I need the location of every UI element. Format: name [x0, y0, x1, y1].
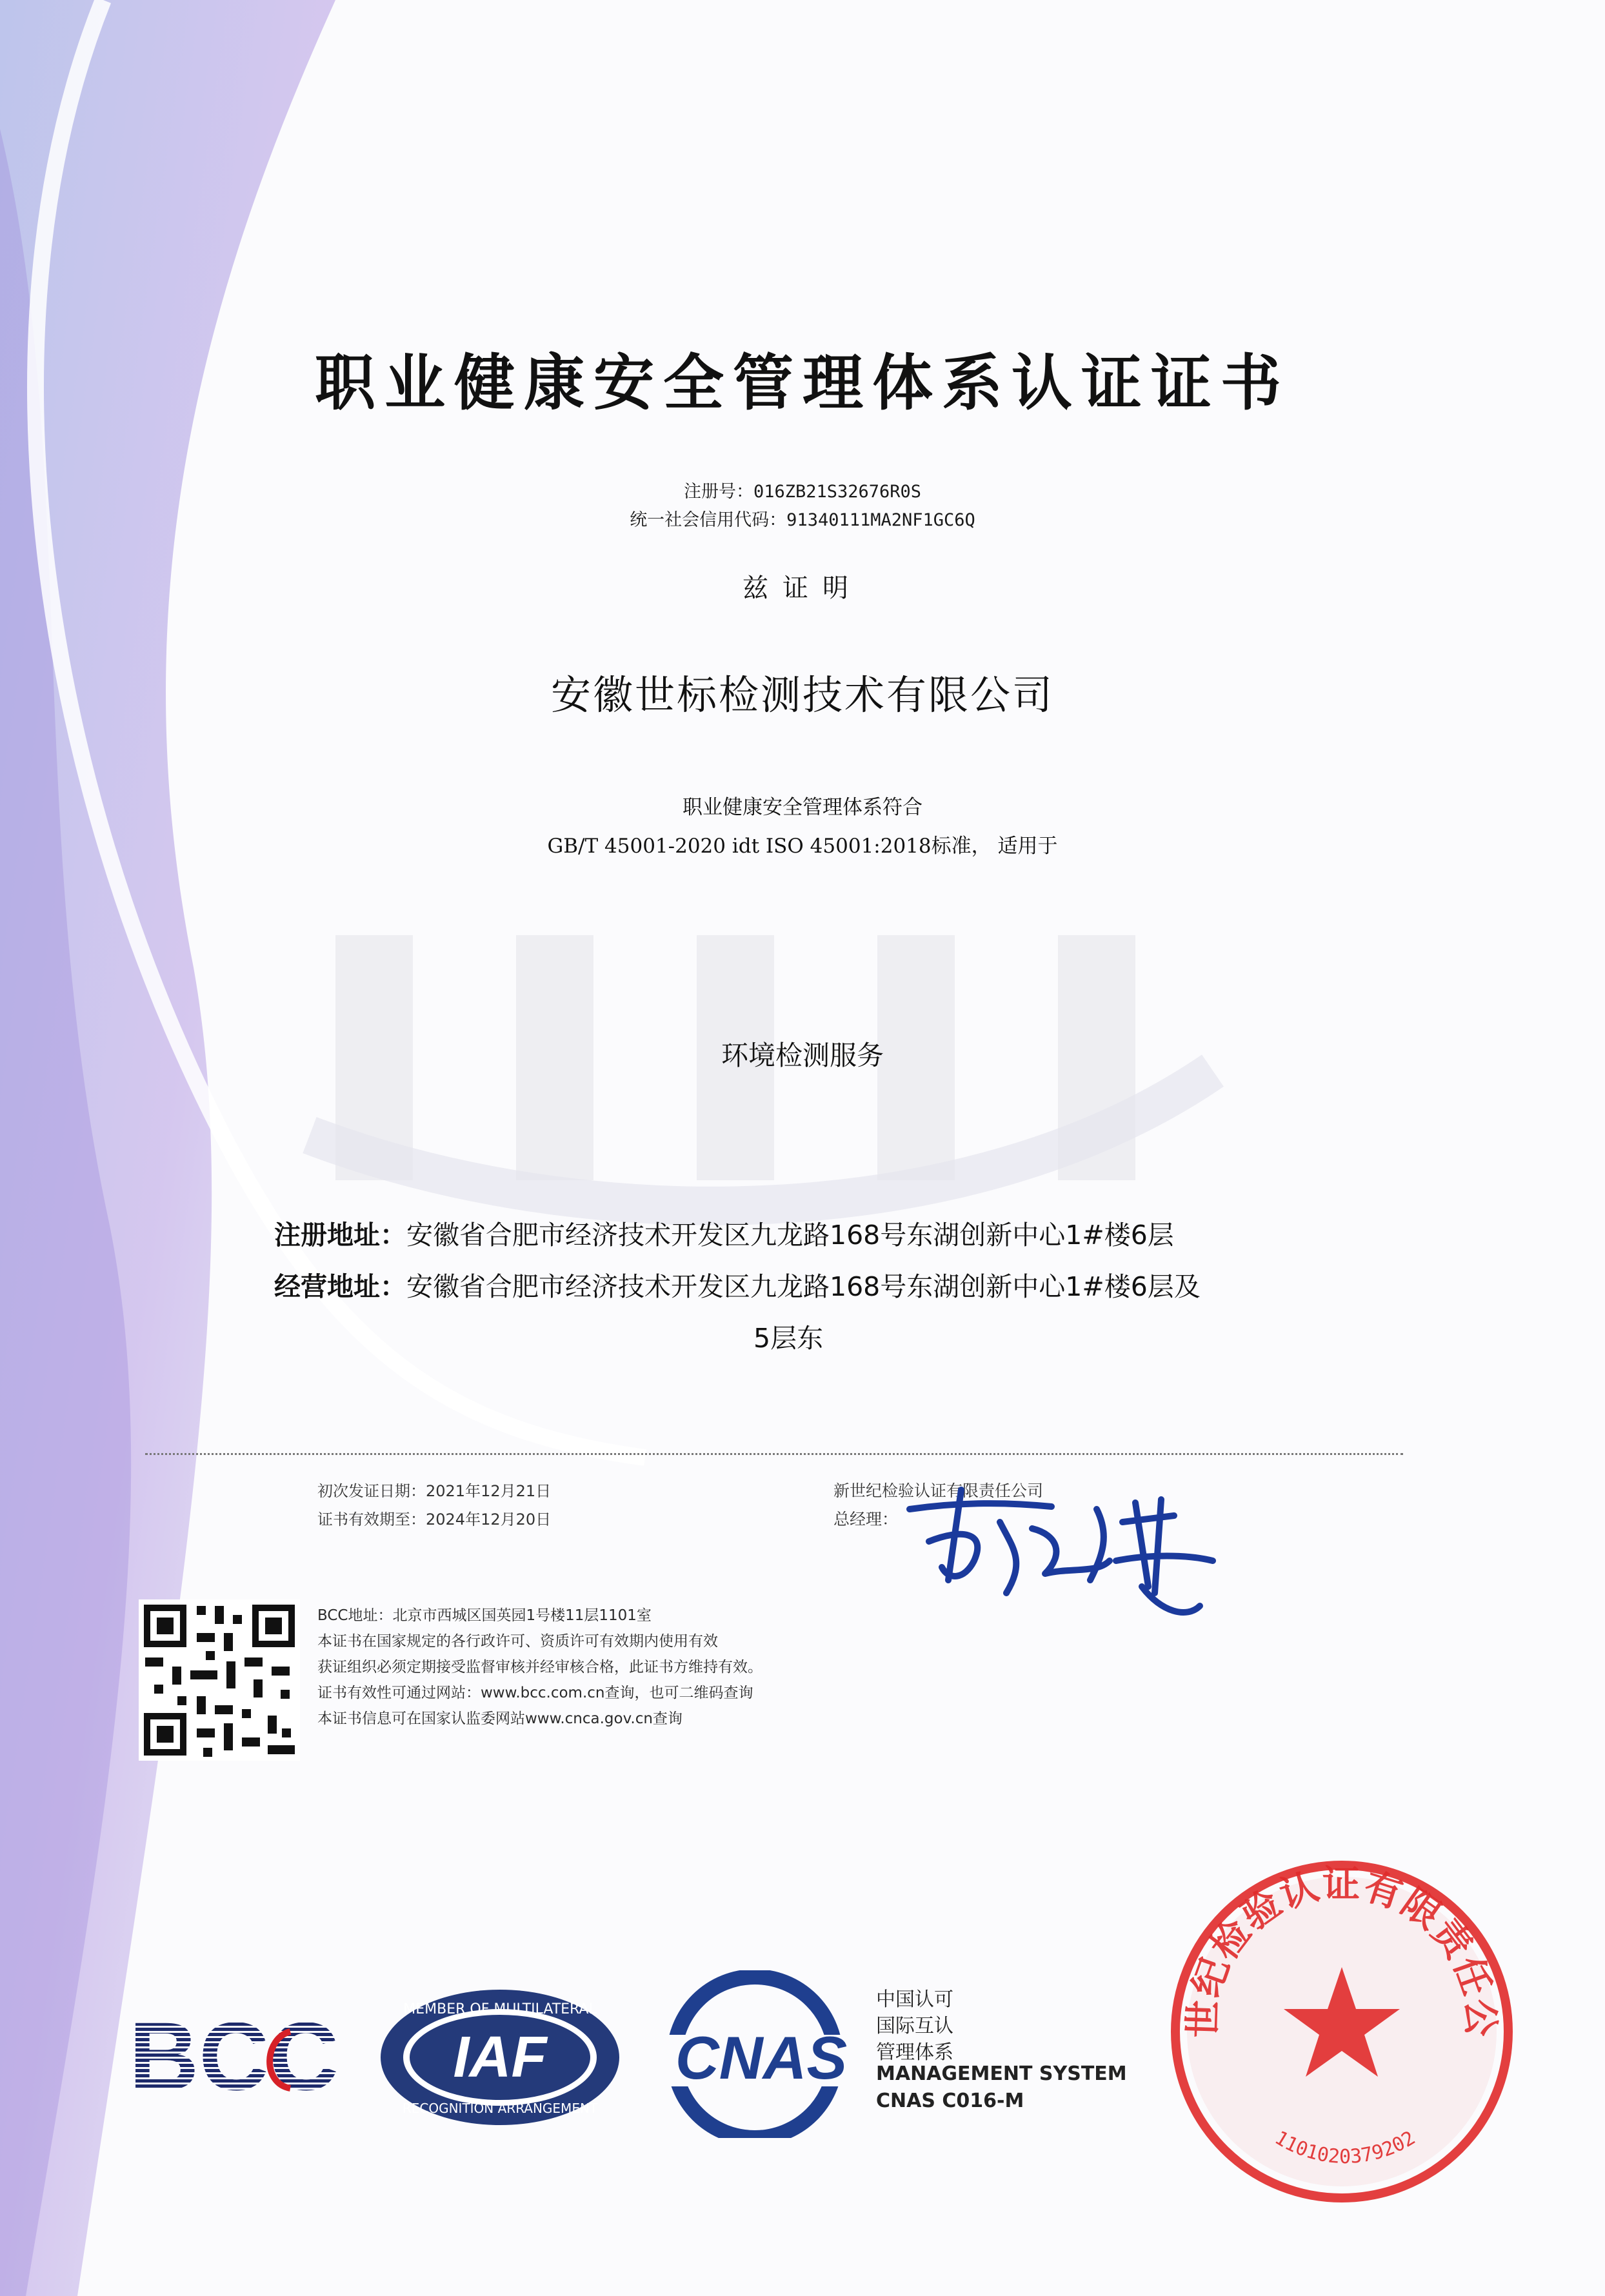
business-address-label: 经营地址： — [274, 1271, 406, 1302]
iaf-logo — [377, 1986, 623, 2128]
business-address-continued: 5层东 — [753, 1323, 824, 1354]
note-line: 本证书信息可在国家认监委网站www.cnca.gov.cn查询 — [317, 1710, 683, 1727]
seal-text: 世纪检验认证有限责任公 — [1181, 1862, 1503, 2039]
hereby-certify: 兹证明 — [743, 573, 862, 603]
issuer-name: 新世纪检验认证有限责任公司 — [833, 1481, 1044, 1500]
iaf-text: IAF — [453, 2025, 547, 2090]
certificate-title: 职业健康安全管理体系认证证书 — [314, 348, 1290, 419]
registered-address-label: 注册地址： — [274, 1220, 406, 1251]
cnas-cn-line2: 国际互认 — [876, 2015, 953, 2037]
note-line: 获证组织必须定期接受监督审核并经审核合格，此证书方维持有效。 — [317, 1659, 763, 1676]
valid-until-date: 证书有效期至：2024年12月20日 — [317, 1510, 552, 1529]
conformity-statement: 职业健康安全管理体系符合 — [683, 796, 922, 819]
cnas-logo — [658, 1970, 864, 2138]
company-name: 安徽世标检测技术有限公司 — [550, 671, 1054, 718]
note-line: 本证书在国家规定的各行政许可、资质许可有效期内使用有效 — [317, 1633, 718, 1650]
business-address-value: 安徽省合肥市经济技术开发区九龙路168号东湖创新中心1#楼6层及 — [406, 1271, 1201, 1302]
registered-address — [274, 1214, 1174, 1252]
signature — [903, 1483, 1239, 1632]
iaf-ring-top-text: MEMBER OF MULTILATERAL — [403, 2001, 597, 2017]
cnas-text: CNAS — [675, 2024, 848, 2092]
bcc-logo-text: BCC — [129, 2012, 339, 2103]
divider — [145, 1453, 1403, 1455]
seal-number: 1101020379202 — [1270, 2126, 1420, 2168]
iaf-ring-bottom-text: RECOGNITION ARRANGEMENT — [402, 2101, 598, 2116]
note-line: 证书有效性可通过网站：www.bcc.com.cn查询，也可二维码查询 — [317, 1685, 753, 1701]
registered-address-value: 安徽省合肥市经济技术开发区九龙路168号东湖创新中心1#楼6层 — [406, 1220, 1174, 1251]
qr-code[interactable] — [139, 1599, 300, 1761]
cnas-cn-line1: 中国认可 — [876, 1988, 953, 2011]
credit-code: 统一社会信用代码：91340111MA2NF1GC6Q — [630, 510, 975, 530]
registration-number: 注册号：016ZB21S32676R0S — [683, 482, 922, 502]
cnas-cn-line3: 管理体系 — [876, 2041, 953, 2064]
cnas-en-line1: MANAGEMENT SYSTEM — [876, 2063, 1127, 2085]
business-address — [274, 1265, 1201, 1303]
company-seal — [1168, 1857, 1516, 2206]
first-issue-date: 初次发证日期：2021年12月21日 — [317, 1482, 552, 1500]
note-line: BCC地址：北京市西城区国英园1号楼11层1101室 — [317, 1607, 652, 1624]
bcc-logo — [129, 2012, 342, 2103]
cnas-en-line2: CNAS C016-M — [876, 2090, 1024, 2112]
conformity-standard: GB/T 45001-2020 idt ISO 45001:2018标准， 适用于 — [547, 835, 1058, 858]
general-manager-label: 总经理： — [833, 1510, 899, 1529]
certification-scope: 环境检测服务 — [721, 1040, 884, 1071]
